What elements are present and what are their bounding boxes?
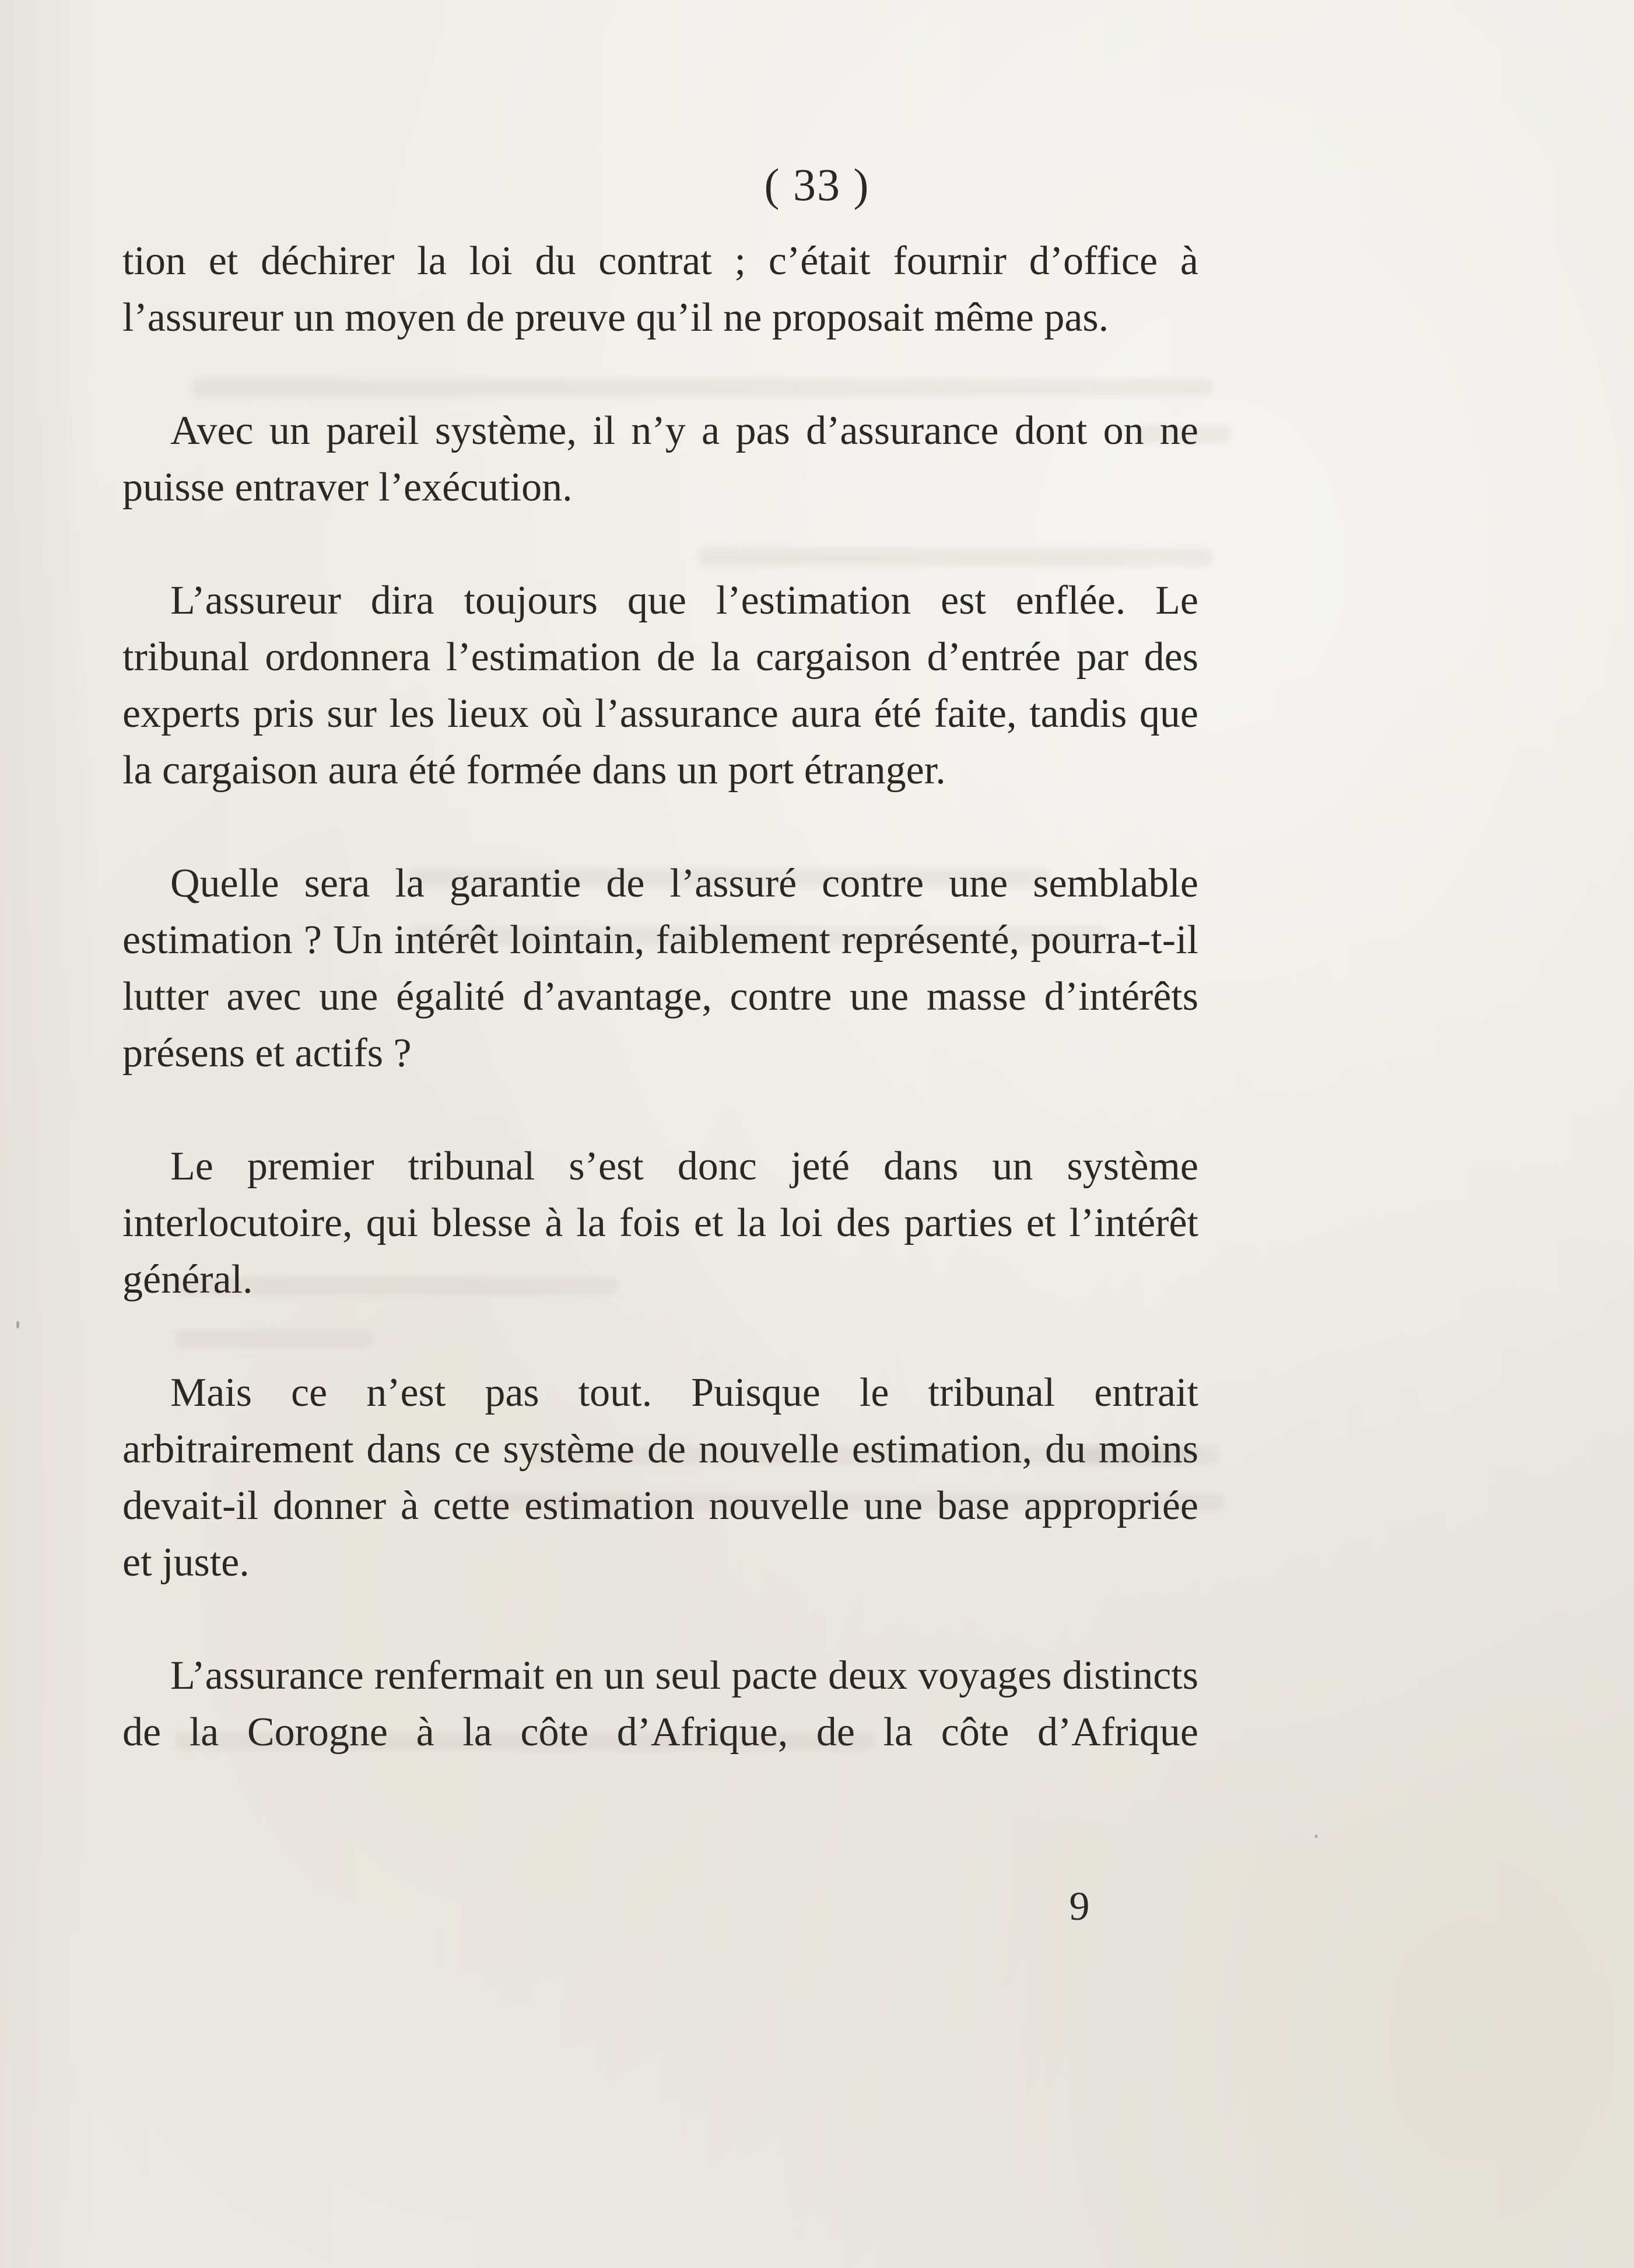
page-number: ( 33 ) [764,159,870,210]
body-text [122,233,1198,1760]
paragraph: Le premier tribunal s’est donc jeté dans un système interlocutoire, qui blesse à la fois et la loi des parties et l’intérêt général. [122,1144,1198,1302]
paragraph: L’assurance renfermait en un seul pacte deux voyages distincts de la Corogne à la côte d’Afrique, de la côte d’Afrique [122,1653,1198,1755]
signature-mark: 9 [1069,1884,1090,1929]
paragraph: Quelle sera la garantie de l’assuré contre une semblable estimation ? Un intérêt lointain, faiblement représenté, pourra-t-il lutter avec une égalité d’avantage, contre une masse d’intérêts présens et actifs ? [122,861,1198,1076]
paragraph: L’assureur dira toujours que l’estimation est enflée. Le tribunal ordonnera l’estimation de la cargaison d’entrée par des experts pris sur les lieux où l’assurance aura été faite, tandis que la cargaison aura été formée dans un port étranger. [122,578,1198,793]
paper-speck [16,1321,19,1328]
paragraph: Avec un pareil système, il n’y a pas d’assurance dont on ne puisse entraver l’exécution. [122,408,1198,510]
paragraph: Mais ce n’est pas tout. Puisque le tribunal entrait arbitrairement dans ce système de nouvelle estimation, du moins devait-il donner à cette estimation nouvelle une base appropriée et juste. [122,1370,1198,1585]
paper-speck [1315,1835,1317,1838]
paragraph: tion et déchirer la loi du contrat ; c’était fournir d’office à l’assureur un moyen de preuve qu’il ne proposait même pas. [122,239,1198,340]
